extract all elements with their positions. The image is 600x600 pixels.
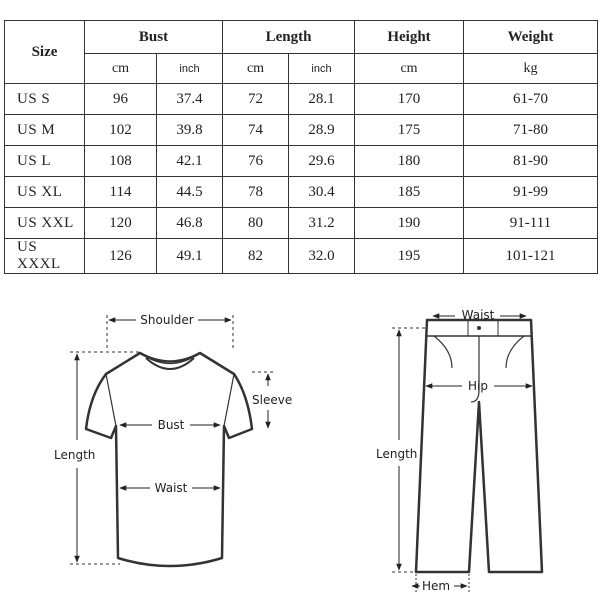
sleeve-label: Sleeve	[252, 393, 293, 407]
tshirt-diagram	[54, 313, 292, 566]
table-row	[5, 177, 598, 208]
length-inch-cell: 31.2	[289, 208, 355, 239]
bust-inch-cell: 49.1	[157, 239, 223, 274]
size-chart-table	[4, 20, 598, 274]
height-cell: 175	[355, 115, 464, 146]
left-pocket	[434, 336, 452, 368]
bust-inch-cell: 39.8	[157, 115, 223, 146]
size-cell: US XL	[5, 177, 85, 208]
table-row	[5, 239, 598, 274]
size-cell: US L	[5, 146, 85, 177]
height-cell: 180	[355, 146, 464, 177]
weight-kg-unit: kg	[464, 54, 598, 84]
bust-cm-cell: 120	[85, 208, 157, 239]
table-row	[5, 208, 598, 239]
bust-cm-cell: 114	[85, 177, 157, 208]
length-inch-unit: inch	[289, 54, 355, 84]
weight-header: Weight	[464, 21, 598, 54]
pants-length-label: Length	[376, 447, 418, 461]
right-sleeve-seam	[224, 374, 234, 426]
length-inch-cell: 30.4	[289, 177, 355, 208]
length-cm-cell: 80	[223, 208, 289, 239]
length-cm-unit: cm	[223, 54, 289, 84]
bust-cm-cell: 102	[85, 115, 157, 146]
length-inch-cell: 28.1	[289, 84, 355, 115]
length-cm-cell: 78	[223, 177, 289, 208]
weight-cell: 81-90	[464, 146, 598, 177]
right-pocket	[506, 336, 524, 368]
height-cell: 170	[355, 84, 464, 115]
bust-inch-cell: 42.1	[157, 146, 223, 177]
length-inch-cell: 28.9	[289, 115, 355, 146]
hip-label: Hip	[468, 379, 488, 393]
height-cell: 185	[355, 177, 464, 208]
weight-cell: 91-111	[464, 208, 598, 239]
height-cell: 195	[355, 239, 464, 274]
table-row	[5, 115, 598, 146]
size-header: Size	[5, 21, 85, 84]
length-cm-cell: 82	[223, 239, 289, 274]
shoulder-label: Shoulder	[140, 313, 194, 327]
button-icon	[477, 326, 481, 330]
bust-cm-cell: 108	[85, 146, 157, 177]
weight-cell: 101-121	[464, 239, 598, 274]
bust-inch-cell: 37.4	[157, 84, 223, 115]
length-cm-cell: 72	[223, 84, 289, 115]
weight-cell: 91-99	[464, 177, 598, 208]
length-header: Length	[223, 21, 355, 54]
bust-cm-unit: cm	[85, 54, 157, 84]
height-cm-unit: cm	[355, 54, 464, 84]
bust-label: Bust	[157, 418, 185, 432]
size-cell: US M	[5, 115, 85, 146]
bust-inch-unit: inch	[157, 54, 223, 84]
bust-cm-cell: 96	[85, 84, 157, 115]
table-row	[5, 84, 598, 115]
measurement-diagrams	[0, 290, 600, 600]
weight-cell: 71-80	[464, 115, 598, 146]
pants-diagram	[376, 308, 542, 593]
size-cell: US XXXL	[5, 239, 85, 274]
tshirt-outline	[86, 353, 252, 566]
size-cell: US XXL	[5, 208, 85, 239]
bust-inch-cell: 46.8	[157, 208, 223, 239]
hem-label: Hem	[421, 579, 451, 593]
weight-cell: 61-70	[464, 84, 598, 115]
height-header: Height	[355, 21, 464, 54]
pants-waist-label: Waist	[461, 308, 495, 322]
length-cm-cell: 76	[223, 146, 289, 177]
length-cm-cell: 74	[223, 115, 289, 146]
length-label: Length	[54, 448, 96, 462]
size-cell: US S	[5, 84, 85, 115]
height-cell: 190	[355, 208, 464, 239]
table-row	[5, 146, 598, 177]
length-inch-cell: 29.6	[289, 146, 355, 177]
length-inch-cell: 32.0	[289, 239, 355, 274]
bust-inch-cell: 44.5	[157, 177, 223, 208]
bust-cm-cell: 126	[85, 239, 157, 274]
bust-header: Bust	[85, 21, 223, 54]
waist-label: Waist	[154, 481, 188, 495]
left-sleeve-seam	[106, 374, 116, 426]
